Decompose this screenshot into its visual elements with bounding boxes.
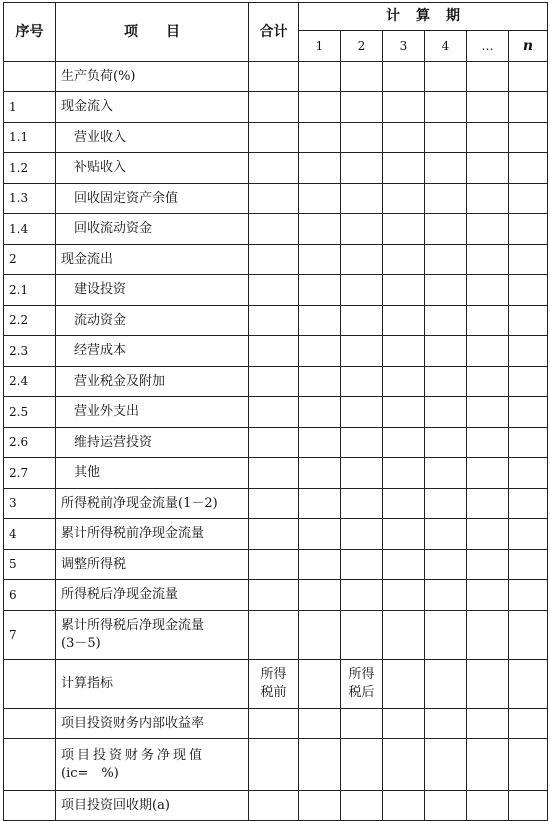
cell-period (467, 275, 509, 306)
row-number: 6 (4, 580, 56, 611)
cell-period (383, 791, 425, 821)
cell-period (341, 397, 383, 428)
table-row (4, 458, 548, 489)
cell-period (341, 275, 383, 306)
cell-period (509, 275, 548, 306)
post-tax-line1: 所得 (348, 667, 375, 683)
cell-pre-tax (249, 709, 299, 739)
cell-period (425, 184, 467, 214)
row-number: 4 (4, 519, 56, 550)
cell-total (249, 458, 299, 489)
row-item: 流动资金 (56, 306, 249, 336)
cell-period (383, 123, 425, 153)
cell-period (299, 739, 341, 791)
cell-period (341, 336, 383, 367)
table-row (4, 62, 548, 92)
cell-period (509, 245, 548, 275)
cell-period (341, 611, 383, 660)
row-item: 经营成本 (56, 336, 249, 367)
row-item: 所得税后净现金流量 (56, 580, 249, 611)
cell-period (299, 184, 341, 214)
cell-period (509, 550, 548, 580)
row-number: 3 (4, 489, 56, 519)
row-item: 营业外支出 (56, 397, 249, 428)
cell-total (249, 367, 299, 397)
cell-period (299, 245, 341, 275)
indicator-npv-line2: (ic= %) (61, 765, 119, 781)
cell-period (299, 123, 341, 153)
cell-total (249, 489, 299, 519)
cell-period (467, 214, 509, 245)
cell-period (341, 580, 383, 611)
cell-period (425, 709, 467, 739)
table-row (4, 275, 548, 306)
cell-period (425, 245, 467, 275)
cell-period (467, 458, 509, 489)
cell-period (467, 489, 509, 519)
cash-flow-table (3, 2, 548, 821)
cell-period (509, 791, 548, 821)
cell-total (249, 245, 299, 275)
table-row (4, 336, 548, 367)
table-row (4, 184, 548, 214)
row-number: 2.2 (4, 306, 56, 336)
cell-period (341, 184, 383, 214)
cell-period (509, 214, 548, 245)
row-number: 2.7 (4, 458, 56, 489)
indicator-npv-line1: 项目投资财务净现值 (61, 747, 206, 763)
table-row (4, 123, 548, 153)
cell-period (383, 275, 425, 306)
cell-period (341, 306, 383, 336)
cell-period (467, 428, 509, 458)
table-row (4, 489, 548, 519)
row-number (4, 709, 56, 739)
cell-period (509, 336, 548, 367)
header-seq: 序号 (4, 3, 56, 62)
cell-period (509, 458, 548, 489)
cell-period (383, 428, 425, 458)
cell-total (249, 306, 299, 336)
cell-period (425, 275, 467, 306)
cell-period (299, 519, 341, 550)
pre-tax-line2: 税前 (260, 685, 287, 700)
cell-period (509, 660, 548, 709)
cell-period (299, 214, 341, 245)
cell-period (509, 580, 548, 611)
cell-period (467, 519, 509, 550)
row-item: 调整所得税 (56, 550, 249, 580)
table-row (4, 92, 548, 123)
row-number: 2.5 (4, 397, 56, 428)
cell-period (509, 367, 548, 397)
cell-period (299, 660, 341, 709)
cell-total (249, 184, 299, 214)
row-number (4, 660, 56, 709)
cell-period (383, 580, 425, 611)
cell-period (425, 791, 467, 821)
cell-period (299, 611, 341, 660)
cell-period (341, 62, 383, 92)
cell-post-tax (341, 709, 383, 739)
cell-period (299, 62, 341, 92)
cell-total (249, 214, 299, 245)
cell-period (509, 489, 548, 519)
cell-period (509, 739, 548, 791)
cell-period (425, 367, 467, 397)
indicator-row (4, 709, 548, 739)
row-number: 1 (4, 92, 56, 123)
row-number (4, 62, 56, 92)
cell-period (383, 739, 425, 791)
cell-period (467, 791, 509, 821)
row-item-line1: 累计所得税后净现金流量 (61, 618, 205, 634)
cell-period (383, 153, 425, 184)
cell-period (425, 739, 467, 791)
cell-period (467, 367, 509, 397)
row-item: 建设投资 (56, 275, 249, 306)
row-item: 所得税前净现金流量(1－2) (56, 489, 249, 519)
cell-period (509, 709, 548, 739)
cell-period (383, 397, 425, 428)
row-number: 1.2 (4, 153, 56, 184)
row-item: 现金流出 (56, 245, 249, 275)
cell-post-tax (341, 791, 383, 821)
cell-period (383, 306, 425, 336)
row-item: 现金流入 (56, 92, 249, 123)
cell-period (425, 519, 467, 550)
row-number: 2.4 (4, 367, 56, 397)
pre-tax-line1: 所得 (260, 667, 287, 683)
row-item-line2: (3－5) (61, 636, 101, 651)
post-tax-line2: 税后 (348, 685, 375, 700)
cell-period (341, 123, 383, 153)
cell-period (383, 458, 425, 489)
cell-period (383, 336, 425, 367)
cell-total (249, 123, 299, 153)
table-row (4, 580, 548, 611)
cell-period (425, 489, 467, 519)
row-number: 1.1 (4, 123, 56, 153)
cell-period (509, 306, 548, 336)
pre-tax-header (249, 660, 299, 709)
cell-period (341, 489, 383, 519)
table-row (4, 245, 548, 275)
row-item: 营业税金及附加 (56, 367, 249, 397)
cell-period (467, 397, 509, 428)
cell-period (509, 62, 548, 92)
cell-period (509, 153, 548, 184)
row-item: 其他 (56, 458, 249, 489)
cell-period (341, 519, 383, 550)
header-period-2: 2 (341, 31, 383, 62)
cell-period (425, 428, 467, 458)
indicator-irr: 项目投资财务内部收益率 (56, 709, 249, 739)
row-item (56, 611, 249, 660)
cell-period (467, 580, 509, 611)
row-number: 2.1 (4, 275, 56, 306)
table-row (4, 367, 548, 397)
cell-total (249, 611, 299, 660)
header-total: 合计 (249, 3, 299, 62)
cell-period (509, 428, 548, 458)
cell-period (509, 397, 548, 428)
cell-period (299, 489, 341, 519)
cell-period (299, 709, 341, 739)
header-period-1: 1 (299, 31, 341, 62)
row-item: 营业收入 (56, 123, 249, 153)
cell-period (383, 245, 425, 275)
cell-total (249, 428, 299, 458)
table-row (4, 519, 548, 550)
cell-period (383, 184, 425, 214)
row-item: 维持运营投资 (56, 428, 249, 458)
table-row (4, 611, 548, 660)
cell-period (467, 709, 509, 739)
cell-total (249, 397, 299, 428)
cell-period (299, 791, 341, 821)
row-number: 5 (4, 550, 56, 580)
row-number (4, 791, 56, 821)
cell-period (299, 153, 341, 184)
cell-period (425, 660, 467, 709)
row-number (4, 739, 56, 791)
cell-period (425, 458, 467, 489)
cell-period (425, 62, 467, 92)
cell-period (425, 214, 467, 245)
cell-period (467, 153, 509, 184)
cell-period (383, 62, 425, 92)
header-period: 计算期 (299, 3, 548, 31)
cell-period (299, 428, 341, 458)
row-number: 2 (4, 245, 56, 275)
cell-period (341, 367, 383, 397)
cell-period (341, 428, 383, 458)
cell-period (341, 92, 383, 123)
cell-period (467, 611, 509, 660)
cell-period (299, 550, 341, 580)
header-period-3: 3 (383, 31, 425, 62)
cell-period (299, 275, 341, 306)
cell-period (341, 214, 383, 245)
indicator-row (4, 739, 548, 791)
cell-period (425, 611, 467, 660)
row-number: 7 (4, 611, 56, 660)
table-row (4, 214, 548, 245)
cell-period (383, 660, 425, 709)
cell-period (467, 245, 509, 275)
cell-period (383, 519, 425, 550)
indicator-header-row (4, 660, 548, 709)
row-item: 回收流动资金 (56, 214, 249, 245)
cell-pre-tax (249, 739, 299, 791)
row-number: 2.3 (4, 336, 56, 367)
cell-period (425, 336, 467, 367)
cell-period (341, 458, 383, 489)
cell-period (467, 660, 509, 709)
cell-period (467, 550, 509, 580)
cell-period (383, 367, 425, 397)
row-item: 补贴收入 (56, 153, 249, 184)
indicator-row (4, 791, 548, 821)
cell-period (299, 458, 341, 489)
cell-total (249, 92, 299, 123)
cell-period (299, 336, 341, 367)
row-number: 2.6 (4, 428, 56, 458)
cell-period (425, 306, 467, 336)
indicator-npv (56, 739, 249, 791)
table-row (4, 550, 548, 580)
cell-period (299, 92, 341, 123)
header-item: 项 目 (56, 3, 249, 62)
cell-total (249, 153, 299, 184)
cell-period (467, 184, 509, 214)
header-period-4: 4 (425, 31, 467, 62)
cell-period (467, 92, 509, 123)
cell-post-tax (341, 739, 383, 791)
cell-period (467, 739, 509, 791)
row-item: 生产负荷(%) (56, 62, 249, 92)
cell-period (425, 397, 467, 428)
indicator-payback: 项目投资回收期(a) (56, 791, 249, 821)
cell-period (299, 580, 341, 611)
cell-period (509, 92, 548, 123)
cell-total (249, 62, 299, 92)
cell-period (509, 123, 548, 153)
table-row (4, 397, 548, 428)
cell-period (341, 245, 383, 275)
cell-period (425, 92, 467, 123)
cell-total (249, 550, 299, 580)
cell-period (467, 62, 509, 92)
row-item: 累计所得税前净现金流量 (56, 519, 249, 550)
header-period-ellipsis: … (467, 31, 509, 62)
table-row (4, 153, 548, 184)
cell-total (249, 580, 299, 611)
row-number: 1.4 (4, 214, 56, 245)
cell-total (249, 519, 299, 550)
cell-period (509, 519, 548, 550)
cell-period (425, 123, 467, 153)
cell-period (467, 306, 509, 336)
cell-period (425, 153, 467, 184)
cell-period (299, 367, 341, 397)
cell-period (341, 153, 383, 184)
table-row (4, 428, 548, 458)
cell-period (383, 489, 425, 519)
table-row (4, 306, 548, 336)
cell-total (249, 336, 299, 367)
indicator-label: 计算指标 (56, 660, 249, 709)
row-number: 1.3 (4, 184, 56, 214)
cell-period (299, 306, 341, 336)
post-tax-header (341, 660, 383, 709)
row-item: 回收固定资产余值 (56, 184, 249, 214)
cell-period (467, 123, 509, 153)
cell-period (467, 336, 509, 367)
cell-period (425, 580, 467, 611)
cell-period (509, 184, 548, 214)
cell-period (299, 397, 341, 428)
cell-period (383, 550, 425, 580)
cell-period (383, 214, 425, 245)
cell-total (249, 275, 299, 306)
cell-period (383, 709, 425, 739)
header-period-n: n (509, 31, 548, 62)
cell-period (383, 92, 425, 123)
cell-pre-tax (249, 791, 299, 821)
cell-period (509, 611, 548, 660)
cell-period (341, 550, 383, 580)
cell-period (383, 611, 425, 660)
cell-period (425, 550, 467, 580)
